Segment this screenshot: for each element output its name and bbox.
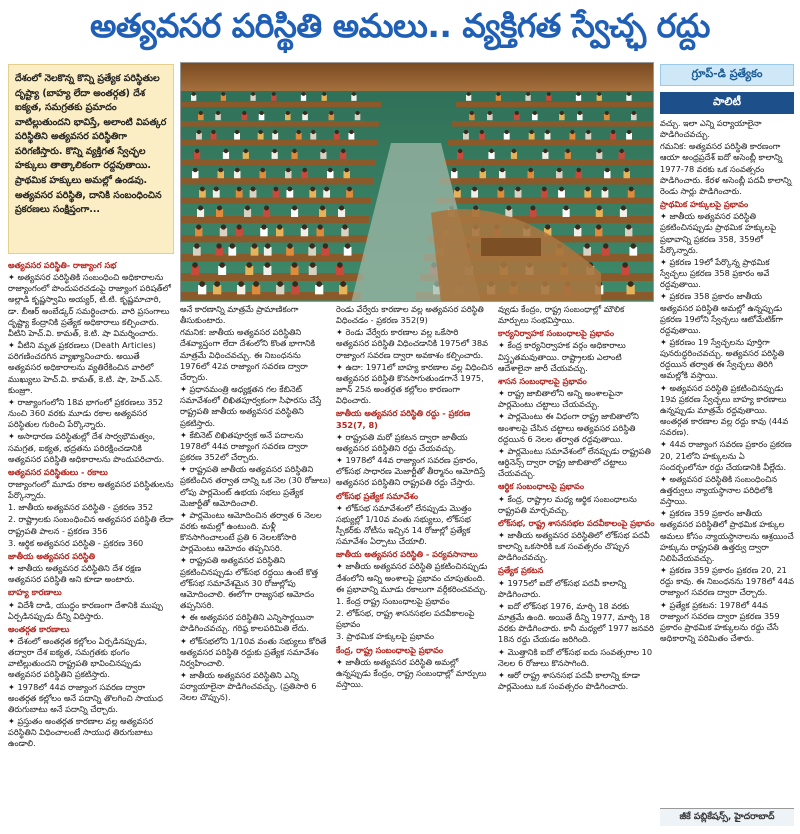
paragraph: ✦ 1975లో ఐదో లోక్‌సభ పదవీ కాలాన్ని పొడిగించారు.: [498, 577, 627, 599]
section-heading: శాసన సంబంధాలపై ప్రభావం: [498, 375, 587, 386]
paragraph: ✦ లోక్‌సభలోని 1/10వ వంతు సభ్యులు కోరితే అత్యవసర పరిస్థితి రద్దుకు ప్రత్యేక సమావేశం నిర్వహించాలి.: [180, 635, 327, 668]
paragraph: రాజ్యాంగంలో మూడు రకాల అత్యవసర పరిస్థితులను పేర్కొన్నారు.: [8, 478, 174, 501]
section-heading: జాతీయ అత్యవసర పరిస్థితి - పర్యవసానాలు: [336, 549, 478, 560]
paragraph: 3. ఆర్థిక అత్యవసర పరిస్థితి - ప్రకరణ 360: [8, 537, 144, 548]
paragraph: ✦ ప్రకరణ 358 ప్రకారం జాతీయ అత్యవసర పరిస్థితి అమల్లో ఉన్నప్పుడు ప్రకరణ 19లోని స్వేచ్ఛలు ఆటోమేటిక్‌గా రద్దవుతాయి.: [660, 291, 783, 335]
paragraph: 1. కేంద్ర రాష్ట్ర సంబంధాలపై ప్రభావం: [336, 595, 450, 606]
paragraph: ✦ పార్లమెంటు ఆమోదించిన తర్వాత 6 నెలల వరకు అమల్లో ఉంటుంది. మళ్లీ కొనసాగించాలంటే ప్రతి 6 నెలలకోసారి పార్లమెంటు ఆమోదం తప్పనిసరి.: [180, 509, 322, 554]
paragraph: ✦ రెండు వేర్వేరు కారణాల వల్ల ఒకేసారి అత్యవసర పరిస్థితి విధించడానికి 1975లో 38వ రాజ్యాంగ సవరణ ద్వారా అవకాశం కల్పించారు.: [336, 327, 488, 360]
paragraph: ✦ కేంద్ర, రాష్ట్రాల మధ్య ఆర్థిక సంబంధాలను రాష్ట్రపతి మార్చవచ్చు.: [498, 493, 637, 515]
paragraph: ✦ ఉదా: 1971లో బాహ్య కారణాల వల్ల విధించిన అత్యవసర పరిస్థితి కొనసాగుతుండగానే 1975, జూన్ 25న అంతర్గత కల్లోలం కారణంగా విధించారు.: [336, 361, 493, 406]
paragraph: ✦ రాజ్యాంగంలోని 18వ భాగంలో ప్రకరణలు 352 నుంచి 360 వరకు మూడు రకాల అత్యవసర పరిస్థితుల గురించి పేర్కొన్నారు.: [8, 396, 164, 430]
subject-label: పాలిటీ: [660, 92, 794, 114]
section-heading: కేంద్ర, రాష్ట్ర సంబంధాలపై ప్రభావం: [336, 644, 444, 655]
intro-box: దేశంలో నెలకొన్న కొన్ని ప్రత్యేక పరిస్థితుల దృష్ట్యా (బాహ్య లేదా అంతర్గత) దేశ ఐక్యత, సమగ్రతకు ప్రమాదం వాటిల్లుతుందని భావిస్తే, అలాంటి విపత్కర పరిస్థితిని అత్యవసర పరిస్థితిగా పరిగణిస్తారు. కొన్ని వ్యక్తిగత స్వేచ్ఛల హక్కులు తాత్కాలికంగా రద్దవుతాయి. ప్రాథమిక హక్కులు అమల్లో ఉండవు. అత్యవసర పరిస్థితి, దానికి సంబంధించిన ప్రకరణలు సంక్షిప్తంగా...: [8, 64, 174, 254]
article-column-4: [498, 304, 656, 834]
article-column-3: [336, 304, 494, 834]
paragraph: ✦ 1978లో 44వ రాజ్యాంగ సవరణ ప్రకారం, లోక్‌సభ సాధారణ మెజార్టీతో తీర్మానం ఆమోదిస్తే అత్యవసర పరిస్థితిని రాష్ట్రపతి రద్దు చేస్తారు.: [336, 455, 486, 488]
paragraph: ✦ 1978లో 44వ రాజ్యాంగ సవరణ ద్వారా అంతర్గత కల్లోలం అనే పదాన్ని తొలగించి సాయుధ తిరుగుబాటు అనే పదాన్ని చేర్చారు.: [8, 681, 163, 714]
paragraph: ✦ కేబినెట్ లిఖితపూర్వక అనే పదాలను 1978లో 44వ రాజ్యాంగ సవరణ ద్వారా ప్రకరణ 352లో చేర్చారు.: [180, 429, 308, 463]
section-heading: ఆర్థిక సంబంధాలపై ప్రభావం: [498, 481, 585, 492]
paragraph: ✦ ప్రకరణ 359 ప్రకారం జాతీయ అత్యవసర పరిస్థితిలో ప్రాథమిక హక్కుల అమలు కోసం న్యాయస్థానాలను ఆశ్రయించే హక్కును రాష్ట్రపతి ఉత్తర్వు ద్వారా నిలిపివేయవచ్చు.: [660, 508, 794, 563]
paragraph: ✦ ఆరో రాష్ట్ర శాసనసభ పదవీ కాలాన్ని కూడా పార్లమెంటు ఒక సంవత్సరం పొడిగించారు.: [498, 669, 640, 691]
paragraph: ✦ జాతీయ అత్యవసర పరిస్థితి ప్రకటించినప్పుడు దేశంలోని అన్ని అంశాలపై ప్రభావం చూపుతుంది. ఈ ప్రభావాన్ని మూడు రకాలుగా వర్గీకరించవచ్చు.: [336, 561, 488, 594]
paragraph: ✦ ప్రధానమంత్రి అధ్యక్షతన గల కేబినెట్ సమావేశంలో లిఖితపూర్వకంగా సిఫారసు చేస్తే రాష్ట్రపతి జాతీయ అత్యవసర పరిస్థితిని ప్రకటిస్తారు.: [180, 384, 322, 428]
publisher-credit: జీకే పబ్లికేషన్స్, హైదరాబాద్: [660, 808, 794, 826]
paragraph: ✦ జాతీయ అత్యవసర పరిస్థితిని దేశ రక్షణ అత్యవసర పరిస్థితి అని కూడా అంటారు.: [8, 563, 142, 585]
paragraph: ✦ విదేశీ దాడి, యుద్ధం కారణంగా దేశానికి ముప్పు ఏర్పడినప్పుడు దీన్ని విధిస్తారు.: [8, 599, 163, 621]
section-heading: లోక్‌సభ ప్రత్యేక సమావేశం: [336, 490, 419, 501]
paragraph: ✦ అసాధారణ పరిస్థితుల్లో దేశ సార్వభౌమత్వం, సమగ్రత, ఐక్యత, భద్రతను పరిరక్షించడానికి అత్యవసర పరిస్థితి అధికారాలను పొందుపరిచారు.: [8, 431, 165, 464]
paragraph: ✦ ఈ అత్యవసర పరిస్థితిని ఎన్నిసార్లయినా పొడిగించవచ్చు. గరిష్ఠ కాలపరిమితి లేదు.: [180, 612, 314, 634]
paragraph: ✦ ఐదో లోక్‌సభ 1976, మార్చి 18 వరకు మాత్రమే ఉంది. అయితే దీన్ని 1977, మార్చి 18 వరకు పొడిగించారు. కానీ మధ్యలో 1977 జనవరి 18న రద్దు చేయడం జరిగింది.: [498, 600, 654, 645]
section-heading: ప్రాథమిక హక్కులపై ప్రభావం: [660, 199, 749, 210]
paragraph: గమనిక: అత్యవసర పరిస్థితి కారణంగా ఆయా అంధ్రప్రదేశ్ ఐదో అసెంబ్లీ కాలాన్ని 1977-78 వరకు ఒక సంవత్సరం పొడిగించారు. కేరళ అసెంబ్లీ పదవీ కాలాన్ని రెండు సార్లు పొడిగించారు.: [660, 141, 792, 196]
paragraph: ✦ రాష్ట్రపతి అత్యవసర పరిస్థితిని ప్రకటించినప్పుడు లోక్‌సభ రద్దయి ఉంటే కొత్త లోక్‌సభ సమావేశమైన 30 రోజుల్లోపు ఆమోదించాలి. ఈలోగా రాజ్యసభ ఆమోదం తప్పనిసరి.: [180, 555, 318, 611]
article-column-1: [8, 258, 174, 834]
paragraph: ✦ ప్రకరణ 359 ప్రకారం ప్రకరణ 20, 21 రద్దు కావు. ఈ నిబంధనను 1978లో 44వ రాజ్యాంగ సవరణ ద్వారా చేర్చారు.: [660, 565, 794, 598]
paragraph: గమనిక: జాతీయ అత్యవసర పరిస్థితిని దేశవ్యాప్తంగా లేదా దేశంలోని కొంత భాగానికి మాత్రమే విధించవచ్చు. ఈ నిబంధనను 1976లో 42వ రాజ్యాంగ సవరణ ద్వారా చేర్చారు.: [180, 327, 316, 382]
section-heading: బాహ్య కారణాలు: [8, 587, 62, 598]
paragraph: రెండు వేర్వేరు కారణాల వల్ల అత్యవసర పరిస్థితి విధించడం - ప్రకరణ 352(9): [336, 304, 484, 326]
paragraph: ✦ పార్లమెంటు ఈ విధంగా రాష్ట్ర జాబితాలోని అంశాలపై చేసిన చట్టాలు అత్యవసర పరిస్థితి రద్దయిన 6 నెలల తర్వాత రద్దవుతాయి.: [498, 411, 639, 444]
paragraph: 3. ప్రాథమిక హక్కులపై ప్రభావం: [336, 631, 435, 642]
paragraph: ✦ వీటిని మృత ప్రకరణలు (Death Articles) పరిగణించదగిన వ్యాఖ్యానించారు. అయితే అత్యవసర అధికారాలను వ్యతిరేకించిన వారిలో ముఖ్యులు హెచ్.వి. కామత్, కె.టి. షా, హెచ్.ఎన్. కుంజ్రూ.: [8, 340, 163, 395]
paragraph: ✦ 44వ రాజ్యాంగ సవరణ ప్రకారం ప్రకరణ 20, 21లోని హక్కులను ఏ సందర్భంలోనూ రద్దు చేయడానికి వీల్లేదు.: [660, 439, 792, 472]
paragraph: ✦ ప్రకరణ 19లో పేర్కొన్న ప్రాథమిక స్వేచ్ఛలు ప్రకరణ 358 ప్రకారం అవే రద్దవుతాయి.: [660, 256, 770, 290]
paragraph: ✦ ప్రస్తుతం అంతర్గత కారణాల వల్ల అత్యవసర పరిస్థితిని విధించాలంటే సాయుధ తిరుగుబాటు ఉండాలి.: [8, 716, 154, 749]
paragraph: ✦ రాష్ట్రపతి జాతీయ అత్యవసర పరిస్థితిని ప్రకటించిన తర్వాత దాన్ని ఒక నెల (30 రోజులు) లోపు పార్లమెంట్ ఉభయ సభలు ప్రత్యేక మెజార్టీతో ఆమోదించాలి.: [180, 464, 331, 508]
paragraph: ✦ రాష్ట్రపతి మరో ప్రకటన ద్వారా జాతీయ అత్యవసర పరిస్థితిని రద్దు చేయవచ్చు.: [336, 431, 468, 453]
paragraph: ✦ జాతీయ అత్యవసర పరిస్థితిలో లోక్‌సభ పదవీ కాలాన్ని ఒకసారికి ఒక సంవత్సరం చొప్పున పొడిగించవచ్చు.: [498, 529, 650, 563]
paragraph: వచ్చు. ఇలా ఎన్ని పర్యాయాలైనా పొడిగించవచ్చు.: [660, 118, 762, 140]
paragraph: ✦ అత్యవసర పరిస్థితికి సంబంధించిన ఉత్తర్వులు న్యాయస్థానాల పరిధిలోకి వస్తాయి.: [660, 473, 777, 507]
parliament-photo-illustration: [181, 63, 654, 302]
article-column-2: [180, 304, 332, 834]
paragraph: ✦ రాష్ట్ర జాబితాలోని అన్ని అంశాలపైనా పార్లమెంటు చట్టాలు చేయవచ్చు.: [498, 388, 623, 410]
group-d-special-badge: గ్రూప్-డి ప్రత్యేకం: [660, 64, 794, 86]
section-heading: జాతీయ అత్యవసర పరిస్థితి రద్దు - ప్రకరణ 352(7, 8): [336, 408, 471, 430]
section-heading: అత్యవసర పరిస్థితులు - రకాలు: [8, 466, 108, 477]
paragraph: ✦ దేశంలో అంతర్గత కల్లోలం ఏర్పడినప్పుడు, తద్వారా దేశ ఐక్యత, సమగ్రతకు భంగం వాటిల్లుతుందని రాష్ట్రపతి భావించినప్పుడు అత్యవసర పరిస్థితిని ప్రకటిస్తారు.: [8, 636, 148, 680]
paragraph: ✦ లోక్‌సభ సమావేశంలో లేనప్పుడు మొత్తం సభ్యుల్లో 1/10వ వంతు సభ్యులు, లోక్‌సభ స్పీకర్‌కు నోటీసు ఇచ్చిన 14 రోజుల్లో ప్రత్యేక సమావేశం ఏర్పాటు చేయాలి.: [336, 502, 472, 547]
section-heading: జాతీయ అత్యవసర పరిస్థితి: [8, 550, 96, 561]
paragraph: ✦ అత్యవసర పరిస్థితి ప్రకటించినప్పుడు 19వ ప్రకరణ స్వేచ్ఛలు బాహ్య కారణాలు ఉన్నప్పుడు మాత్రమే రద్దవుతాయి. అంతర్గత కారణాల వల్ల రద్దు కావు (44వ సవరణ).: [660, 382, 789, 438]
section-heading: ప్రత్యేక ప్రకటన: [498, 565, 544, 576]
paragraph: వ్వుడు కేంద్రం, రాష్ట్ర సంబంధాల్లో మౌలిక మార్పులు సంభవిస్తాయి.: [498, 304, 625, 326]
section-heading: లోక్‌సభ, రాష్ట్ర శాసనసభల పదవీకాలంపై ప్రభావం: [498, 517, 655, 528]
section-heading: కార్యనిర్వాహక సంబంధాలపై ప్రభావం: [498, 328, 615, 339]
paragraph: ✦ పార్లమెంటు సమావేశంలో లేనప్పుడు రాష్ట్రపతి ఆర్డినెన్స్ ద్వారా రాష్ట్ర జాబితాలో చట్టాలు చేయవచ్చు.: [498, 445, 651, 479]
paragraph: ✦ జాతీయ అత్యవసర పరిస్థితిని ఎన్ని పర్యాయాలైనా పొడిగించవచ్చు. (ప్రతిసారి 6 నెలల చొప్పున).: [180, 670, 317, 703]
paragraph: 1. జాతీయ అత్యవసర పరిస్థితి - ప్రకరణ 352: [8, 502, 154, 513]
paragraph: అనే కారణాన్ని మాత్రమే ప్రామాణికంగా తీసుకుంటారు.: [180, 304, 299, 326]
headline: అత్యవసర పరిస్థితి అమలు.. వ్యక్తిగత స్వేచ్ఛ రద్దు: [90, 5, 710, 45]
paragraph: ✦ ప్రకరణం 19 స్వేచ్ఛలను పూర్తిగా పునరుద్ధరించవచ్చు. అత్యవసర పరిస్థితి రద్దయిన తర్వాత ఈ స్వేచ్ఛలు తిరిగి అమల్లోకి వస్తాయి.: [660, 336, 785, 381]
paragraph: ✦ అత్యవసర పరిస్థితికి సంబంధించి అధికారాలను రాజ్యాంగంలో పొందుపరచడంపై రాజ్యాంగ పరిషత్‌లో అల్లాడి కృష్ణస్వామి అయ్యర్, టి.టి. కృష్ణమాచారి, డా. బీఆర్ అంబేడ్కర్ సమర్థించారు. వారి ప్రసంగాలు దృష్ట్యా కేంద్రానికి ప్రత్యేక అధికారాలు కల్పించారు. వీటిని హెచ్.వి. కామత్, కె.టి. షా విమర్శించారు.: [8, 272, 171, 338]
section-heading: అంతర్గత కారణాలు: [8, 623, 70, 634]
paragraph: 2. రాష్ట్రాలకు సంబంధించిన అత్యవసర పరిస్థితి లేదా రాష్ట్రపతి పాలన - ప్రకరణ 356: [8, 514, 174, 536]
paragraph: ✦ మొత్తానికి ఐదో లోక్‌సభ ఐదు సంవత్సరాల 10 నెలల 6 రోజులు కొనసాగింది.: [498, 646, 653, 668]
article-column-5: [660, 118, 794, 808]
parliament-photo: [180, 62, 654, 302]
paragraph: 2. లోక్‌సభ, రాష్ట్ర శాసనసభల పదవీకాలంపై ప్రభావం: [336, 608, 475, 630]
paragraph: ✦ జాతీయ అత్యవసర పరిస్థితి అమల్లో ఉన్నప్పుడు కేంద్రం, రాష్ట్ర సంబంధాల్లో మార్పులు వస్తాయి.: [336, 656, 487, 689]
paragraph: ✦ ప్రత్యేక ప్రకటన: 1978లో 44వ రాజ్యాంగ సవరణ ద్వారా ప్రకరణ 359 ప్రకారం ప్రాథమిక హక్కులను రద్దు చేసే అధికారాన్ని పరిమితం చేశారు.: [660, 599, 780, 644]
paragraph: ✦ కేంద్ర కార్యనిర్వాహక వర్గం అధికారాలు విస్తృతమవుతాయి. రాష్ట్రాలకు ఎలాంటి ఆదేశాలైనా జారీ చేయవచ్చు.: [498, 340, 626, 373]
paragraph: ✦ జాతీయ అత్యవసర పరిస్థితి ప్రకటించినప్పుడు ప్రాథమిక హక్కులపై ప్రభావాన్ని ప్రకరణ 358, 359లో పేర్కొన్నారు.: [660, 211, 777, 255]
section-heading: అత్యవసర పరిస్థితి- రాజ్యాంగ సభ: [8, 260, 117, 270]
